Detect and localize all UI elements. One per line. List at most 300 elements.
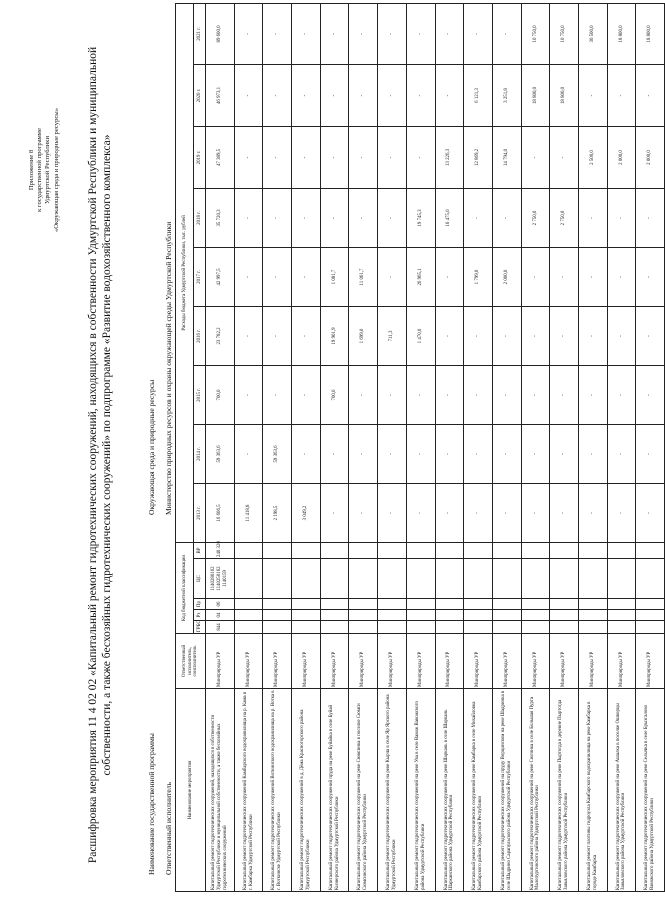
amount-cell: - (435, 365, 464, 424)
rz-cell (349, 610, 378, 621)
rz-cell (263, 610, 292, 621)
amount-cell: - (464, 424, 493, 483)
rz-cell (320, 610, 349, 621)
amount-cell: - (521, 365, 550, 424)
amount-cell: - (492, 483, 521, 542)
amount-cell: 10 475,0 (435, 188, 464, 247)
table-row (406, 3, 435, 891)
vr-cell (263, 542, 292, 558)
amount-cell: 89 600,0 (206, 3, 235, 64)
amount-cell: 10 750,0 (521, 3, 550, 64)
rz-cell (550, 610, 579, 621)
appendix-line: к государственной программе (36, 128, 44, 212)
amount-cell: 19 745,3 (406, 188, 435, 247)
cs-cell: 1140280162 1140250162 1140159 (206, 559, 235, 599)
amount-cell: 13 226,3 (435, 126, 464, 188)
amount-cell: - (435, 3, 464, 64)
activity-name-cell: Капитальный ремонт гидротехнических сооружений в д. Дёма Красногорского района Удмуртской Республики (292, 689, 321, 892)
header-year-col: 2019 г. (194, 126, 206, 188)
program-label: Наименование государственной программы (147, 733, 156, 875)
responsible-cell: Минприроды УР (206, 634, 235, 689)
amount-cell: - (550, 126, 579, 188)
amount-cell: 1 081,7 (320, 247, 349, 306)
amount-cell: 19 901,9 (320, 306, 349, 365)
pr-cell (435, 599, 464, 610)
responsible-cell: Минприроды УР (636, 634, 665, 689)
pr-cell (578, 599, 607, 610)
rz-cell (435, 610, 464, 621)
amount-cell: - (292, 64, 321, 126)
amount-cell: - (320, 126, 349, 188)
amount-cell: - (435, 483, 464, 542)
program-row (147, 379, 156, 875)
amount-cell: 2 198,5 (263, 483, 292, 542)
amount-cell: - (378, 126, 407, 188)
amount-cell: - (636, 424, 665, 483)
grbs-cell (406, 621, 435, 634)
amount-cell: - (636, 365, 665, 424)
activity-name-cell: Капитальный ремонт гидротехнических сооружений на реке Кырча в селе Яр Ярского района Удмуртской Республики (378, 689, 407, 892)
vr-cell (607, 542, 636, 558)
grbs-cell: 844 (206, 621, 235, 634)
amount-cell: 35 720,3 (206, 188, 235, 247)
amount-cell: 2 000,0 (492, 247, 521, 306)
amount-cell: 30 500,0 (578, 3, 607, 64)
amount-cell: - (607, 64, 636, 126)
amount-cell: - (292, 247, 321, 306)
cs-cell (292, 559, 321, 599)
responsible-cell: Минприроды УР (521, 634, 550, 689)
amount-cell: - (234, 306, 263, 365)
table-row (206, 3, 235, 891)
cs-cell (607, 559, 636, 599)
amount-cell: - (492, 424, 521, 483)
header-year-col: 2018 г. (194, 188, 206, 247)
amount-cell: - (492, 365, 521, 424)
amount-cell: - (378, 424, 407, 483)
amount-cell: - (578, 483, 607, 542)
cs-cell (492, 559, 521, 599)
amount-cell: - (320, 424, 349, 483)
amount-cell: 711,3 (378, 306, 407, 365)
amount-cell: - (349, 365, 378, 424)
amount-cell: - (406, 64, 435, 126)
amount-cell: - (320, 64, 349, 126)
rz-cell (492, 610, 521, 621)
amount-cell: - (521, 247, 550, 306)
activity-name-cell: Капитальный ремонт гидротехнических сооружений на пруду Ворцинском на реке Шадринка в селе Шадрино Сарапульского района Удмуртской Республики (492, 689, 521, 892)
amount-cell: - (550, 306, 579, 365)
cs-cell (320, 559, 349, 599)
header-year-col: 2021 г. (194, 3, 206, 64)
amount-cell: 26 965,1 (406, 247, 435, 306)
amount-cell: 23 782,2 (206, 306, 235, 365)
pr-cell (636, 599, 665, 610)
amount-cell: 47 389,5 (206, 126, 235, 188)
amount-cell: - (378, 247, 407, 306)
responsible-cell: Минприроды УР (292, 634, 321, 689)
table-row (492, 3, 521, 891)
amount-cell: - (636, 483, 665, 542)
table-row (521, 3, 550, 891)
amount-cell: - (492, 306, 521, 365)
amount-cell: - (464, 188, 493, 247)
program-value: Окружающая среда и природные ресурсы (147, 379, 156, 515)
table-row (464, 3, 493, 891)
amount-cell: - (435, 247, 464, 306)
vr-cell (320, 542, 349, 558)
cs-cell (550, 559, 579, 599)
header-code-col: ВР (194, 542, 206, 558)
amount-cell: - (234, 424, 263, 483)
pr-cell (406, 599, 435, 610)
vr-cell (234, 542, 263, 558)
amount-cell: 2 000,0 (607, 126, 636, 188)
amount-cell: - (464, 483, 493, 542)
header-year-col: 2020 г. (194, 64, 206, 126)
activity-name-cell: Капитальный ремонт гидротехнических сооружений Камбарского водохранилища на р. Кама в г. Камбарка Удмуртской Республики (234, 689, 263, 892)
grbs-cell (320, 621, 349, 634)
cs-cell (234, 559, 263, 599)
header-year-col: 2015 г. (194, 365, 206, 424)
amount-cell: - (578, 188, 607, 247)
header-budget-code: Код бюджетной классификации (176, 542, 194, 633)
header-year-col: 2014 г. (194, 424, 206, 483)
table-row (349, 3, 378, 891)
pr-cell (464, 599, 493, 610)
amount-cell: - (521, 306, 550, 365)
header-code-col: Рз (194, 610, 206, 621)
responsible-cell: Минприроды УР (263, 634, 292, 689)
header-year-col: 2016 г. (194, 306, 206, 365)
activity-name-cell: Капитальный ремонт гидротехнических сооружений на реке Селычка в селе Брызгалово Вавожского района Удмуртской Республики (636, 689, 665, 892)
header-code-col: ЦС (194, 559, 206, 599)
cs-cell (349, 559, 378, 599)
activity-name-cell: Капитальный ремонт гидротехнических сооружений, находящихся в собственности Удмуртской Республики и муниципальной собственности, а также бесхозяйных гидротехнических сооружений (206, 689, 235, 892)
amount-cell: - (263, 126, 292, 188)
amount-cell: - (263, 188, 292, 247)
amount-cell: - (607, 247, 636, 306)
expenditure-table (175, 3, 665, 892)
grbs-cell (492, 621, 521, 634)
amount-cell: 700,0 (206, 365, 235, 424)
grbs-cell (263, 621, 292, 634)
amount-cell: - (607, 483, 636, 542)
amount-cell: - (320, 483, 349, 542)
activity-name-cell: Капитальный ремонт гидротехнических сооружений на реке Шаркань в селе Шаркань Шарканского района Удмуртской Республики (435, 689, 464, 892)
responsible-cell: Минприроды УР (406, 634, 435, 689)
amount-cell: - (349, 483, 378, 542)
amount-cell: - (378, 188, 407, 247)
amount-cell: - (464, 3, 493, 64)
responsible-cell: Минприроды УР (550, 634, 579, 689)
rz-cell (378, 610, 407, 621)
vr-cell (578, 542, 607, 558)
appendix-line: «Окружающая среда и природные ресурсы» (52, 107, 60, 233)
activity-name-cell: Капитальный ремонт гидротехнических сооружений на реке Сюгинка в селе Большая Пурга Малопургинского района Удмуртской Республики (521, 689, 550, 892)
pr-cell: 06 (206, 599, 235, 610)
amount-cell: - (378, 3, 407, 64)
responsible-cell: Минприроды УР (378, 634, 407, 689)
rz-cell (464, 610, 493, 621)
cs-cell (521, 559, 550, 599)
executor-value: Министерство природных ресурсов и охраны окружающей среды Удмуртской Республики (164, 221, 173, 515)
appendix-number: Приложение 8 (28, 149, 35, 191)
header-responsible: Ответственный исполнитель, соисполнитель (176, 634, 206, 689)
amount-cell: 3 251,8 (492, 64, 521, 126)
table-row (320, 3, 349, 891)
table-row (435, 3, 464, 891)
amount-cell: - (292, 424, 321, 483)
appendix-block (28, 60, 61, 280)
amount-cell: - (349, 188, 378, 247)
amount-cell: 59 363,6 (263, 424, 292, 483)
amount-cell: - (263, 3, 292, 64)
rz-cell (578, 610, 607, 621)
pr-cell (320, 599, 349, 610)
amount-cell: - (550, 247, 579, 306)
cs-cell (263, 559, 292, 599)
vr-cell (292, 542, 321, 558)
grbs-cell (550, 621, 579, 634)
amount-cell: 2 000,0 (636, 126, 665, 188)
amount-cell: - (578, 247, 607, 306)
responsible-cell: Минприроды УР (234, 634, 263, 689)
rz-cell: 04 (206, 610, 235, 621)
amount-cell: - (234, 188, 263, 247)
amount-cell: 12 869,2 (464, 126, 493, 188)
cs-cell (435, 559, 464, 599)
rz-cell (292, 610, 321, 621)
header-code-col: ГРБС (194, 621, 206, 634)
grbs-cell (607, 621, 636, 634)
amount-cell: - (578, 365, 607, 424)
responsible-cell: Минприроды УР (435, 634, 464, 689)
grbs-cell (521, 621, 550, 634)
grbs-cell (378, 621, 407, 634)
table-row (578, 3, 607, 891)
amount-cell: - (406, 126, 435, 188)
amount-cell: - (607, 424, 636, 483)
amount-cell: - (550, 365, 579, 424)
amount-cell: - (636, 247, 665, 306)
amount-cell: - (578, 64, 607, 126)
amount-cell: - (320, 188, 349, 247)
amount-cell: 1 470,0 (406, 306, 435, 365)
amount-cell: - (607, 365, 636, 424)
grbs-cell (464, 621, 493, 634)
document-title: Расшифровка мероприятия 11 4 02 02 «Капитальный ремонт гидротехнических сооружений, находящихся в собственности Удмуртской Республики и муниципальной собственности, а также бесхозяйных гидротехнических сооружений» по подпрограмме «Развитие водохозяйственного комплекса» (87, 46, 113, 864)
executor-label: Ответственный исполнитель (164, 782, 173, 875)
appendix-line: Удмуртской Республики (44, 135, 52, 205)
grbs-cell (636, 621, 665, 634)
amount-cell: 6 121,3 (464, 64, 493, 126)
amount-cell: - (521, 424, 550, 483)
table-row (292, 3, 321, 891)
table-row (378, 3, 407, 891)
amount-cell: 2 500,0 (578, 126, 607, 188)
pr-cell (292, 599, 321, 610)
amount-cell: 10 750,0 (550, 3, 579, 64)
vr-cell (636, 542, 665, 558)
pr-cell (492, 599, 521, 610)
activity-name-cell: Капитальный ремонт гидротехнических сооружений пруда на реке Буйайка в селе Буйай Кизнерского района Удмуртской Республики (320, 689, 349, 892)
pr-cell (607, 599, 636, 610)
amount-cell: - (292, 126, 321, 188)
amount-cell: - (435, 64, 464, 126)
header-year-col: 2013 г. (194, 483, 206, 542)
responsible-cell: Минприроды УР (349, 634, 378, 689)
amount-cell: 1 699,0 (349, 306, 378, 365)
grbs-cell (435, 621, 464, 634)
vr-cell (521, 542, 550, 558)
amount-cell: 16 606,5 (206, 483, 235, 542)
header-spending: Расходы бюджета Удмуртской Республики, тыс. рублей (176, 3, 194, 542)
amount-cell: - (435, 424, 464, 483)
amount-cell: - (263, 365, 292, 424)
rz-cell (607, 610, 636, 621)
table-row (607, 3, 636, 891)
pr-cell (263, 599, 292, 610)
amount-cell: - (292, 3, 321, 64)
amount-cell: 18 800,0 (607, 3, 636, 64)
vr-cell (378, 542, 407, 558)
amount-cell: - (234, 64, 263, 126)
responsible-cell: Минприроды УР (578, 634, 607, 689)
pr-cell (378, 599, 407, 610)
rz-cell (521, 610, 550, 621)
amount-cell: - (464, 365, 493, 424)
pr-cell (550, 599, 579, 610)
amount-cell: - (263, 64, 292, 126)
table-row (550, 3, 579, 891)
cs-cell (378, 559, 407, 599)
amount-cell: 18 800,0 (636, 3, 665, 64)
activity-name-cell: Капитальный ремонт плотины гидроузла Камбарского водохранилища на реке Камбарка в городе Камбарка (578, 689, 607, 892)
amount-cell: 11 061,7 (349, 247, 378, 306)
rz-cell (406, 610, 435, 621)
pr-cell (349, 599, 378, 610)
vr-cell: 240 320 (206, 542, 235, 558)
amount-cell: 11 418,8 (234, 483, 263, 542)
amount-cell: - (406, 483, 435, 542)
vr-cell (349, 542, 378, 558)
executor-row (164, 221, 173, 875)
amount-cell: - (349, 64, 378, 126)
activity-name-cell: Капитальный ремонт гидротехнических сооружений на реке Ашалка в поселке Ошворцы Завьяловского района Удмуртской Республики (607, 689, 636, 892)
amount-cell: 18 800,0 (550, 64, 579, 126)
responsible-cell: Минприроды УР (492, 634, 521, 689)
grbs-cell (292, 621, 321, 634)
amount-cell: 14 794,0 (492, 126, 521, 188)
amount-cell: - (378, 64, 407, 126)
amount-cell: 2 750,0 (521, 188, 550, 247)
amount-cell: - (349, 424, 378, 483)
amount-cell: - (234, 3, 263, 64)
vr-cell (435, 542, 464, 558)
cs-cell (636, 559, 665, 599)
amount-cell: - (406, 365, 435, 424)
amount-cell: - (636, 188, 665, 247)
amount-cell: - (521, 126, 550, 188)
rz-cell (234, 610, 263, 621)
amount-cell: 700,0 (320, 365, 349, 424)
table-row (234, 3, 263, 891)
table-body (206, 3, 665, 891)
cs-cell (406, 559, 435, 599)
amount-cell: - (378, 365, 407, 424)
amount-cell: - (607, 306, 636, 365)
amount-cell: 18 800,0 (521, 64, 550, 126)
amount-cell: 3 049,2 (292, 483, 321, 542)
amount-cell: - (320, 3, 349, 64)
amount-cell: - (378, 483, 407, 542)
grbs-cell (349, 621, 378, 634)
amount-cell: 46 973,1 (206, 64, 235, 126)
amount-cell: - (234, 247, 263, 306)
header-name: Наименование мероприятия (176, 689, 206, 892)
amount-cell: - (578, 424, 607, 483)
amount-cell: - (292, 306, 321, 365)
amount-cell: - (550, 424, 579, 483)
amount-cell: - (263, 247, 292, 306)
amount-cell: 42 997,5 (206, 247, 235, 306)
amount-cell: - (550, 483, 579, 542)
amount-cell: - (406, 3, 435, 64)
grbs-cell (234, 621, 263, 634)
amount-cell: 59 363,6 (206, 424, 235, 483)
amount-cell: - (521, 483, 550, 542)
grbs-cell (578, 621, 607, 634)
activity-name-cell: Капитальный ремонт гидротехнических сооружений Воткинского водохранилища на р. Вотка в г. Воткинске Удмуртской Республики (263, 689, 292, 892)
responsible-cell: Минприроды УР (607, 634, 636, 689)
responsible-cell: Минприроды УР (320, 634, 349, 689)
pr-cell (234, 599, 263, 610)
vr-cell (406, 542, 435, 558)
vr-cell (464, 542, 493, 558)
table-row (636, 3, 665, 891)
amount-cell: - (349, 3, 378, 64)
responsible-cell: Минприроды УР (464, 634, 493, 689)
activity-name-cell: Капитальный ремонт гидротехнических сооружений на реке Камбарка в селе Михайловка Камбарского района Удмуртской Республики (464, 689, 493, 892)
amount-cell: - (234, 126, 263, 188)
amount-cell: - (234, 365, 263, 424)
header-year-col: 2017 г. (194, 247, 206, 306)
rz-cell (636, 610, 665, 621)
amount-cell: - (406, 424, 435, 483)
vr-cell (550, 542, 579, 558)
amount-cell: - (492, 188, 521, 247)
amount-cell: - (435, 306, 464, 365)
amount-cell: - (492, 3, 521, 64)
vr-cell (492, 542, 521, 558)
header-code-col: Пр (194, 599, 206, 610)
amount-cell: - (349, 126, 378, 188)
amount-cell: 1 799,0 (464, 247, 493, 306)
amount-cell: 2 750,0 (550, 188, 579, 247)
pr-cell (521, 599, 550, 610)
amount-cell: - (607, 188, 636, 247)
activity-name-cell: Капитальный ремонт гидротехнических сооружений на реке Пыртогда в деревне Пыртогда Завьяловского района Удмуртской Республики (550, 689, 579, 892)
amount-cell: - (292, 365, 321, 424)
amount-cell: - (636, 306, 665, 365)
amount-cell: - (464, 306, 493, 365)
activity-name-cell: Капитальный ремонт гидротехнических сооружений на реке Сюмсинка в поселке Сюмси Сюмсинского района Удмуртской Республики (349, 689, 378, 892)
amount-cell: - (578, 306, 607, 365)
amount-cell: - (636, 64, 665, 126)
cs-cell (464, 559, 493, 599)
amount-cell: - (263, 306, 292, 365)
